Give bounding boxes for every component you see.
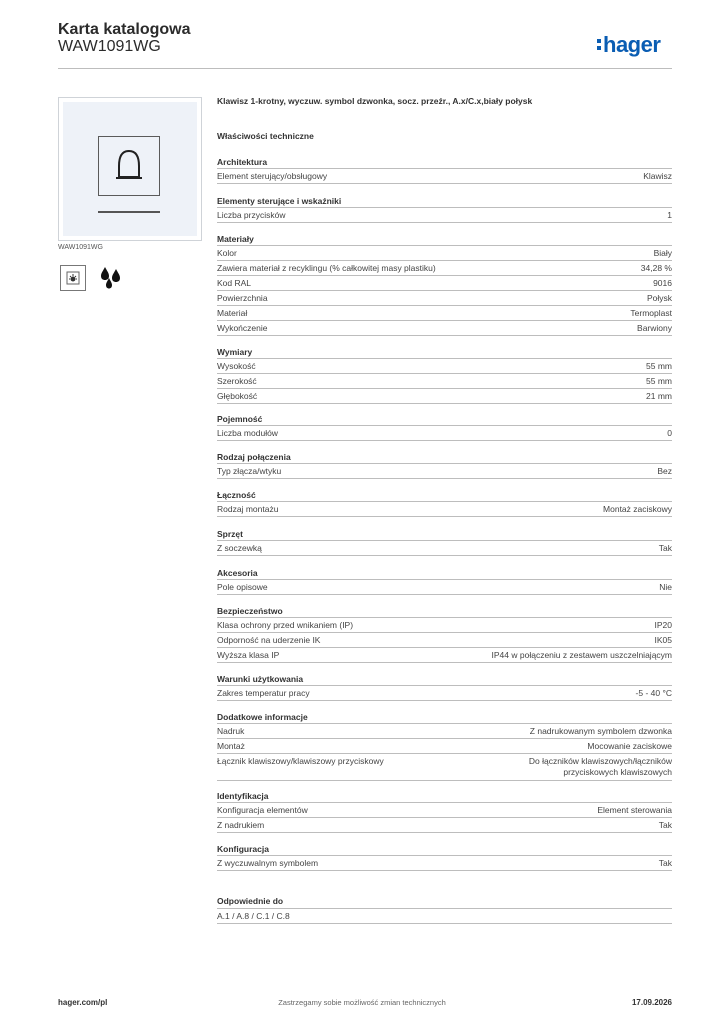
section-title: Dodatkowe informacje (217, 712, 308, 722)
spec-value: 34,28 % (640, 263, 672, 273)
spec-row (217, 802, 672, 817)
spec-value: 1 (667, 210, 672, 220)
footer-notice: Zastrzegamy sobie możliwość zmian technicznych (278, 998, 446, 1007)
section-title: Konfiguracja (217, 844, 269, 854)
product-code-heading: WAW1091WG (58, 38, 161, 55)
spec-label: Z wyczuwalnym symbolem (217, 858, 319, 868)
spec-row (217, 388, 672, 404)
spec-row (217, 855, 672, 871)
spec-row (217, 207, 672, 223)
spec-label: Z nadrukiem (217, 820, 265, 830)
spec-row (217, 463, 672, 479)
spec-value: Termoplast (630, 308, 672, 318)
spec-label: Szerokość (217, 376, 257, 386)
spec-label: Wysokość (217, 361, 256, 371)
spec-row (217, 723, 672, 738)
product-description: Klawisz 1-krotny, wyczuw. symbol dzwonka, socz. przeźr., A.x/C.x,biały połysk (217, 96, 533, 106)
label-bar (98, 211, 160, 213)
footer-website-link[interactable]: hager.com/pl (58, 998, 108, 1007)
spec-value: IK05 (654, 635, 672, 645)
spec-value: Element sterowania (597, 805, 672, 815)
spec-label: Zawiera materiał z recyklingu (% całkowitej masy plastiku) (217, 263, 436, 273)
spec-label: Wykończenie (217, 323, 268, 333)
section-title: Wymiary (217, 347, 253, 357)
footer-date: 17.09.2026 (631, 998, 672, 1007)
spec-label: Element sterujący/obsługowy (217, 171, 328, 181)
spec-label: Zakres temperatur pracy (217, 688, 310, 698)
water-drops-icon (97, 265, 123, 291)
section-title: Rodzaj połączenia (217, 452, 291, 462)
section-title: Materiały (217, 234, 254, 244)
spec-value: Tak (658, 820, 672, 830)
spec-value: Nie (659, 582, 672, 592)
product-image-caption: WAW1091WG (58, 244, 103, 251)
page-title: Karta katalogowa (58, 21, 191, 38)
section-title: Elementy sterujące i wskaźniki (217, 196, 342, 206)
spec-label: Kod RAL (217, 278, 252, 288)
svg-text:hager: hager (603, 32, 661, 57)
spec-row (217, 738, 672, 753)
spec-row (217, 168, 672, 184)
section-title: Warunki użytkowania (217, 674, 304, 684)
spec-label: Montaż (217, 741, 245, 751)
spec-row (217, 275, 672, 290)
spec-row (217, 617, 672, 632)
suitable-for-row (217, 908, 672, 924)
spec-label: Kolor (217, 248, 237, 258)
spec-value: IP44 w połączeniu z zestawem uszczelniającym (491, 650, 672, 660)
bell-icon (114, 148, 144, 184)
spec-label: Nadruk (217, 726, 245, 736)
spec-row (217, 685, 672, 701)
spec-value: 9016 (653, 278, 672, 288)
spec-value: Montaż zaciskowy (603, 504, 672, 514)
hager-logo (597, 28, 677, 60)
spec-label: Z soczewką (217, 543, 262, 553)
spec-row (217, 290, 672, 305)
spec-label: Typ złącza/wtyku (217, 466, 282, 476)
spec-row (217, 245, 672, 260)
spec-value: 21 mm (646, 391, 672, 401)
spec-value: Tak (658, 543, 672, 553)
spec-value: Połysk (646, 293, 672, 303)
spec-row (217, 647, 672, 663)
section-title: Architektura (217, 157, 268, 167)
spec-label: Odporność na uderzenie IK (217, 635, 321, 645)
spec-value: 0 (667, 428, 672, 438)
technical-properties-title: Właściwości techniczne (217, 131, 314, 141)
spec-row (217, 501, 672, 517)
spec-label: Liczba przycisków (217, 210, 286, 220)
header-divider (58, 68, 672, 69)
spec-label: Materiał (217, 308, 248, 318)
spec-value-continued: przyciskowych klawiszowych (563, 767, 672, 777)
spec-label: Wyższa klasa IP (217, 650, 280, 660)
section-title: Identyfikacja (217, 791, 269, 801)
spec-value: Barwiony (637, 323, 672, 333)
section-title: Łączność (217, 490, 256, 500)
section-title: Sprzęt (217, 529, 243, 539)
spec-row (217, 753, 672, 781)
spec-label: Głębokość (217, 391, 258, 401)
spec-label: Łącznik klawiszowy/klawiszowy przyciskowy (217, 756, 384, 766)
spec-value: -5 - 40 °C (635, 688, 672, 698)
spec-value: Bez (657, 466, 672, 476)
spec-value: Biały (653, 248, 672, 258)
spec-label: Konfiguracja elementów (217, 805, 308, 815)
spec-row (217, 817, 672, 833)
light-symbol-icon (60, 265, 86, 291)
section-title: Bezpieczeństwo (217, 606, 283, 616)
spec-value: Do łączników klawiszowych/łączników (528, 756, 672, 766)
spec-value: Z nadrukowanym symbolem dzwonka (529, 726, 672, 736)
spec-value: Mocowanie zaciskowe (587, 741, 672, 751)
section-title: Akcesoria (217, 568, 258, 578)
spec-value: Tak (658, 858, 672, 868)
spec-value: IP20 (654, 620, 672, 630)
spec-row (217, 373, 672, 388)
suitable-for-value: A.1 / A.8 / C.1 / C.8 (217, 911, 290, 921)
spec-row (217, 632, 672, 647)
spec-label: Liczba modułów (217, 428, 278, 438)
section-title: Pojemność (217, 414, 263, 424)
spec-value: 55 mm (646, 376, 672, 386)
spec-row (217, 358, 672, 373)
spec-label: Rodzaj montażu (217, 504, 279, 514)
spec-row (217, 305, 672, 320)
spec-value: Klawisz (643, 171, 672, 181)
spec-value: 55 mm (646, 361, 672, 371)
spec-row (217, 540, 672, 556)
spec-row (217, 260, 672, 275)
spec-label: Powierzchnia (217, 293, 268, 303)
spec-row (217, 320, 672, 336)
spec-label: Klasa ochrony przed wnikaniem (IP) (217, 620, 354, 630)
spec-row (217, 579, 672, 595)
spec-row (217, 425, 672, 441)
suitable-for-title: Odpowiednie do (217, 896, 284, 906)
spec-label: Pole opisowe (217, 582, 268, 592)
